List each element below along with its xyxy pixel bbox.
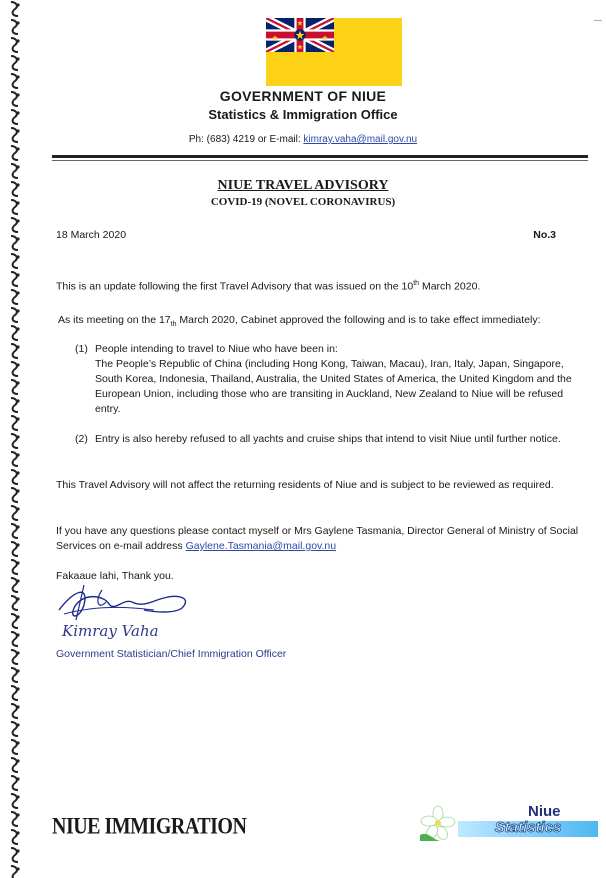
advisory-date: 18 March 2020 — [56, 229, 127, 241]
para2-text: As its meeting on the 17 — [58, 314, 171, 326]
list-marker-1: (1) — [75, 343, 88, 355]
para1-text: This is an update following the first Travel Advisory that was issued on the 10 — [56, 280, 414, 293]
hibiscus-flower-icon — [420, 805, 456, 841]
para1-ordinal: th — [413, 280, 420, 287]
contact-prefix: Ph: (683) 4219 or E-mail: — [188, 134, 304, 145]
footer-immigration-wordmark: NIUE IMMIGRATION — [52, 814, 247, 840]
para1-text-end: March 2020. — [419, 280, 481, 293]
contact-line — [0, 134, 606, 145]
contact-email-link[interactable]: kimray.vaha@mail.gov.nu — [303, 134, 418, 145]
office-title: Statistics & Immigration Office — [208, 107, 398, 122]
advisory-subtitle: COVID-19 (NOVEL CORONAVIRUS) — [210, 196, 396, 208]
niue-statistics-logo — [420, 805, 598, 841]
handwritten-signature — [54, 580, 204, 640]
contact-paragraph — [56, 524, 586, 554]
para4-text: If you have any questions please contact myself or Mrs Gaylene Tasmania, Director General of Ministry of Social Services on e-mail address — [56, 525, 579, 552]
niue-flag — [266, 18, 402, 86]
advisory-title: NIUE TRAVEL ADVISORY — [217, 178, 389, 193]
residents-paragraph: This Travel Advisory will not affect the returning residents of Niue and is subject to be reviewed as required. — [56, 479, 554, 491]
list-marker-2: (2) — [75, 433, 88, 445]
advisory-number: No.3 — [533, 229, 556, 241]
list-item-1-text: The People’s Republic of China (including Hong Kong, Taiwan, Macau), Iran, Italy, Japan, Singapore, South Korea, Indonesia, Thailand, Australia, the United States of America, the United Kingdom and the European Union, including those who are transiting in Auckland, New Zealand to Niue will be refused entry. — [95, 358, 572, 415]
scan-mark — [594, 20, 602, 21]
director-email-link[interactable]: Gaylene.Tasmania@mail.gov.nu — [185, 540, 337, 552]
list-item-1 — [95, 342, 585, 417]
signature-name-script: Kimray Vaha — [62, 622, 159, 640]
tribal-border-pattern — [8, 0, 22, 878]
header-rule-thick — [52, 155, 588, 158]
cabinet-paragraph — [58, 313, 541, 332]
header-rule-thin — [52, 160, 588, 161]
list-item-2-text: Entry is also hereby refused to all yachts and cruise ships that intend to visit Niue until further notice. — [95, 433, 561, 445]
logo-niue-text: Niue — [528, 803, 561, 820]
signatory-title: Government Statistician/Chief Immigration Officer — [56, 648, 287, 660]
update-paragraph — [56, 276, 480, 295]
closing-greeting: Fakaaue lahi, Thank you. — [56, 570, 174, 582]
para2-ordinal: th — [170, 321, 177, 329]
para2-text-end: March 2020, Cabinet approved the following and is to take effect immediately: — [176, 314, 541, 326]
government-title: GOVERNMENT OF NIUE — [219, 88, 387, 104]
list-item-1-lead: People intending to travel to Niue who have been in: — [95, 343, 338, 355]
logo-statistics-text: Statistics — [494, 819, 562, 836]
